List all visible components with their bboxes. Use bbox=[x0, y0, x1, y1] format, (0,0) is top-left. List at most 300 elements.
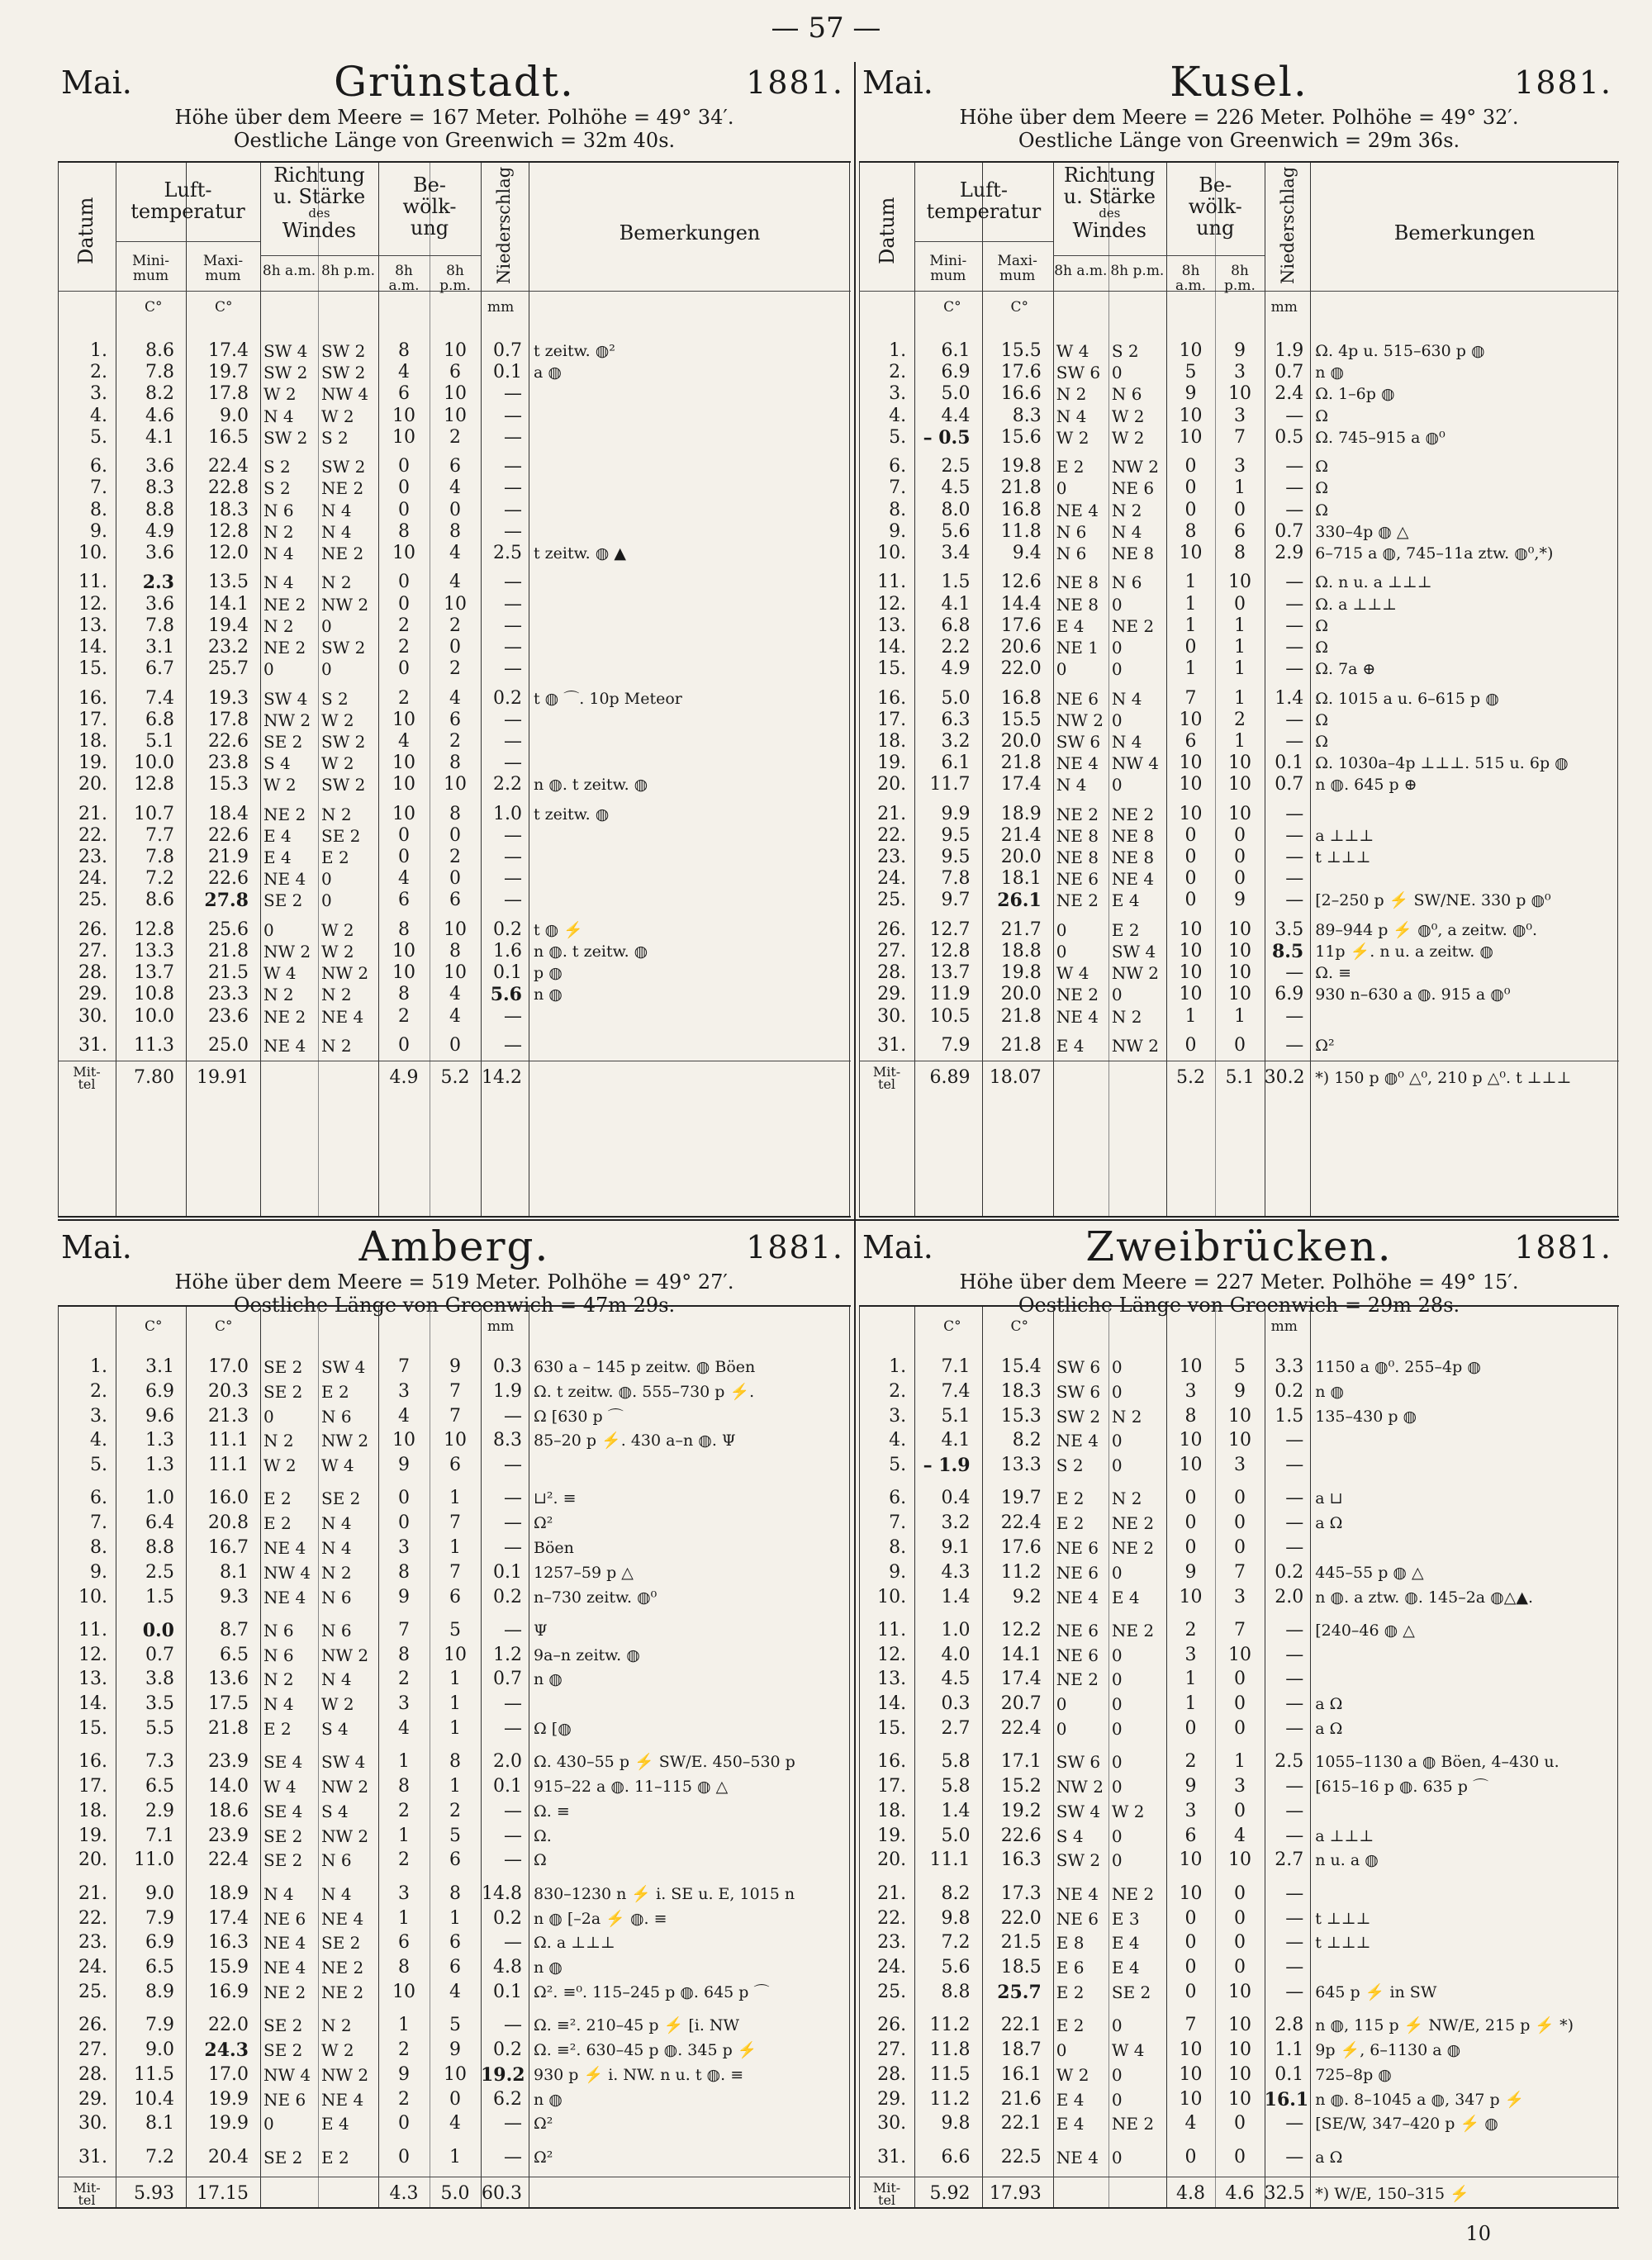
cloud-am-cell: 1 bbox=[1184, 615, 1197, 636]
wind-am-cell: 0 bbox=[263, 1406, 274, 1427]
day-cell: 17. bbox=[877, 1776, 907, 1797]
wind-pm-cell: NE 2 bbox=[1111, 2114, 1155, 2134]
cloud-pm-cell: 8 bbox=[1233, 542, 1246, 563]
day-cell: 20. bbox=[78, 774, 107, 795]
min-cell: – 1.9 bbox=[923, 1455, 971, 1477]
day-cell: 24. bbox=[78, 868, 107, 890]
cloud-am-cell: 10 bbox=[1179, 753, 1203, 774]
col-wind: Richtung u. Stärke des Windes bbox=[1063, 164, 1156, 242]
precip-cell: — bbox=[1285, 1932, 1304, 1954]
day-cell: 28. bbox=[78, 2063, 107, 2085]
wind-am-cell: N 2 bbox=[263, 615, 294, 636]
min-cell: 6.4 bbox=[145, 1512, 174, 1534]
wind-am-cell: N 6 bbox=[1056, 543, 1087, 563]
max-cell: 16.7 bbox=[208, 1537, 249, 1559]
mittel-row bbox=[859, 2179, 1619, 2208]
max-cell: 22.4 bbox=[208, 1849, 249, 1871]
precip-cell: 2.5 bbox=[493, 542, 522, 563]
cloud-pm-cell: 10 bbox=[444, 919, 467, 940]
max-cell: 17.5 bbox=[208, 1693, 249, 1715]
altitude-line: Höhe über dem Meere = 519 Meter. Polhöhe = 49° 27′. bbox=[174, 1270, 734, 1294]
day-cell: 12. bbox=[78, 593, 107, 615]
min-cell: 10.4 bbox=[134, 2088, 174, 2110]
remark-cell: Ω² bbox=[534, 2148, 553, 2167]
max-cell: 16.5 bbox=[208, 426, 249, 448]
table-row bbox=[859, 688, 1619, 710]
wind-pm-cell: 0 bbox=[1111, 1777, 1123, 1797]
wind-pm-cell: SE 2 bbox=[1111, 1982, 1151, 2002]
table-row bbox=[58, 543, 851, 564]
day-cell: 22. bbox=[877, 1907, 907, 1929]
wind-am-cell: S 2 bbox=[1056, 1455, 1084, 1476]
cloud-am-cell: 3 bbox=[398, 1693, 410, 1715]
max-cell: 20.0 bbox=[1000, 847, 1042, 868]
wind-am-cell: W 2 bbox=[1056, 427, 1089, 448]
table-row bbox=[859, 1776, 1619, 1797]
min-cell: 3.6 bbox=[145, 456, 174, 477]
min-cell: 6.5 bbox=[145, 1957, 174, 1978]
min-cell: 4.4 bbox=[941, 405, 971, 426]
cloud-pm-cell: 7 bbox=[449, 1512, 461, 1534]
day-cell: 9. bbox=[90, 520, 107, 542]
mittel-cloud-am: 4.3 bbox=[389, 2182, 419, 2204]
max-cell: 22.5 bbox=[1000, 2146, 1042, 2167]
month-label: Mai. bbox=[61, 1229, 132, 1265]
wind-am-cell: SE 2 bbox=[263, 1357, 303, 1377]
precip-cell: 0.1 bbox=[493, 1981, 522, 2002]
day-cell: 9. bbox=[889, 520, 907, 542]
cloud-pm-cell: 0 bbox=[449, 636, 461, 658]
year-label: 1881. bbox=[1514, 64, 1612, 101]
day-cell: 19. bbox=[877, 1825, 907, 1846]
remark-cell: 1150 a ◍⁰. 255–4p ◍ bbox=[1315, 1358, 1481, 1376]
remark-cell: Ω [◍ bbox=[534, 1720, 572, 1739]
remark-cell: Ω. 1015 a u. 6–615 p ◍ bbox=[1315, 689, 1499, 708]
wind-pm-cell: NE 8 bbox=[1111, 825, 1155, 846]
cloud-am-cell: 8 bbox=[398, 520, 410, 542]
min-cell: 7.8 bbox=[145, 362, 174, 383]
wind-pm-cell: N 6 bbox=[321, 1850, 352, 1871]
mittel-row bbox=[859, 1064, 1619, 1093]
remark-cell: a Ω bbox=[1315, 1695, 1343, 1714]
min-cell: 2.7 bbox=[941, 1718, 971, 1740]
max-cell: 21.9 bbox=[208, 847, 249, 868]
col-b1-time: 8h a.m. bbox=[388, 263, 420, 294]
cloud-pm-cell: 7 bbox=[449, 1405, 461, 1427]
cloud-pm-cell: 4 bbox=[449, 1981, 461, 2002]
wind-am-cell: SW 2 bbox=[1056, 1406, 1101, 1427]
table-row bbox=[859, 941, 1619, 962]
day-cell: 6. bbox=[889, 456, 907, 477]
wind-pm-cell: W 4 bbox=[1111, 2039, 1145, 2060]
wind-pm-cell: SW 2 bbox=[321, 457, 366, 477]
day-cell: 2. bbox=[889, 1380, 907, 1402]
min-cell: 0.7 bbox=[145, 1644, 174, 1665]
max-cell: 15.3 bbox=[1000, 1405, 1042, 1427]
mittel-cloud-am: 4.8 bbox=[1176, 2182, 1206, 2204]
table-row bbox=[58, 427, 851, 449]
max-cell: 23.9 bbox=[208, 1751, 249, 1773]
station-1 bbox=[859, 58, 1619, 1214]
cloud-pm-cell: 8 bbox=[449, 803, 461, 824]
table-row bbox=[58, 1381, 851, 1403]
cloud-am-cell: 8 bbox=[1184, 1405, 1197, 1427]
wind-am-cell: NE 2 bbox=[263, 637, 306, 658]
precip-cell: 0.1 bbox=[1275, 753, 1304, 774]
day-cell: 17. bbox=[877, 709, 907, 730]
cloud-pm-cell: 10 bbox=[1227, 774, 1251, 795]
min-cell: 3.2 bbox=[941, 1512, 971, 1534]
wind-pm-cell: S 2 bbox=[321, 688, 349, 709]
min-cell: 8.2 bbox=[941, 1883, 971, 1904]
min-cell: 9.8 bbox=[941, 1907, 971, 1929]
cloud-pm-cell: 6 bbox=[449, 1455, 461, 1476]
cloud-pm-cell: 7 bbox=[449, 1380, 461, 1402]
precip-cell: 2.8 bbox=[1275, 2015, 1304, 2036]
precip-cell: — bbox=[1285, 405, 1304, 426]
cloud-pm-cell: 6 bbox=[449, 1932, 461, 1954]
wind-pm-cell: NW 2 bbox=[321, 1431, 369, 1451]
precip-cell: — bbox=[1285, 1644, 1304, 1665]
cloud-pm-cell: 0 bbox=[1233, 824, 1246, 846]
max-cell: 19.7 bbox=[1000, 1488, 1042, 1509]
remark-cell: 9a–n zeitw. ◍ bbox=[534, 1645, 640, 1664]
wind-pm-cell: W 2 bbox=[1111, 406, 1145, 426]
longitude-line: Oestliche Länge von Greenwich = 47m 29s. bbox=[233, 1294, 676, 1317]
table-row bbox=[859, 1006, 1619, 1028]
table-row bbox=[58, 2089, 851, 2110]
cloud-pm-cell: 0 bbox=[1233, 593, 1246, 615]
cloud-am-cell: 2 bbox=[398, 1005, 410, 1027]
remark-cell: 930 n–630 a ◍. 915 a ◍⁰ bbox=[1315, 985, 1511, 1004]
cloud-pm-cell: 1 bbox=[449, 1776, 461, 1797]
wind-pm-cell: E 2 bbox=[321, 848, 349, 868]
precip-cell: — bbox=[504, 753, 522, 774]
max-cell: 22.6 bbox=[208, 868, 249, 890]
remark-cell: t ⊥⊥⊥ bbox=[1315, 1909, 1371, 1928]
table-row bbox=[58, 1006, 851, 1028]
table-row bbox=[859, 1537, 1619, 1559]
mittel-min: 6.89 bbox=[929, 1067, 971, 1089]
cloud-am-cell: 0 bbox=[398, 824, 410, 846]
col-b1-time: 8h a.m. bbox=[1175, 263, 1207, 294]
day-cell: 15. bbox=[877, 1718, 907, 1740]
precip-cell: 1.9 bbox=[493, 1380, 522, 1402]
max-cell: 19.9 bbox=[208, 2113, 249, 2134]
mittel-precip: 14.2 bbox=[482, 1067, 522, 1089]
cloud-am-cell: 0 bbox=[1184, 1488, 1197, 1509]
cloud-pm-cell: 8 bbox=[449, 1883, 461, 1904]
max-cell: 22.8 bbox=[208, 477, 249, 499]
altitude-line: Höhe über dem Meere = 227 Meter. Polhöhe = 49° 15′. bbox=[959, 1270, 1519, 1294]
day-cell: 8. bbox=[889, 1537, 907, 1559]
day-cell: 5. bbox=[90, 426, 107, 448]
remark-cell: 645 p ⚡ in SW bbox=[1315, 1982, 1437, 2001]
wind-am-cell: NW 2 bbox=[1056, 1777, 1104, 1797]
cloud-am-cell: 0 bbox=[1184, 1981, 1197, 2002]
table-row bbox=[859, 2039, 1619, 2061]
remark-cell: Ω bbox=[1315, 710, 1329, 729]
table-row bbox=[859, 1356, 1619, 1378]
precip-cell: — bbox=[504, 709, 522, 730]
cloud-am-cell: 1 bbox=[1184, 593, 1197, 615]
min-cell: 4.1 bbox=[941, 1430, 971, 1451]
table-row bbox=[58, 1512, 851, 1534]
day-cell: 5. bbox=[90, 1455, 107, 1476]
day-cell: 3. bbox=[90, 1405, 107, 1427]
cloud-pm-cell: 3 bbox=[1233, 405, 1246, 426]
table-row bbox=[859, 521, 1619, 543]
min-cell: 12.8 bbox=[134, 774, 174, 795]
remark-cell: a Ω bbox=[1315, 1720, 1343, 1739]
cloud-am-cell: 10 bbox=[1179, 1586, 1203, 1607]
min-cell: 11.0 bbox=[134, 1849, 174, 1871]
remark-cell: 915–22 a ◍. 11–115 ◍ △ bbox=[534, 1778, 729, 1797]
day-cell: 2. bbox=[90, 362, 107, 383]
unit-c-max: C° bbox=[1010, 1318, 1029, 1335]
mittel-label: Mit- tel bbox=[872, 1064, 901, 1093]
remark-cell: Ω. 1–6p ◍ bbox=[1315, 385, 1395, 404]
min-cell: 4.6 bbox=[145, 405, 174, 426]
wind-pm-cell: NW 2 bbox=[321, 963, 369, 984]
wind-pm-cell: N 4 bbox=[321, 1669, 352, 1690]
day-cell: 4. bbox=[889, 1430, 907, 1451]
cloud-pm-cell: 5 bbox=[449, 2015, 461, 2036]
wind-pm-cell: NW 2 bbox=[321, 1645, 369, 1665]
min-cell: 7.2 bbox=[941, 1932, 971, 1954]
day-cell: 28. bbox=[78, 962, 107, 984]
day-cell: 21. bbox=[877, 803, 907, 824]
wind-am-cell: SE 2 bbox=[263, 2015, 303, 2036]
table-row bbox=[58, 406, 851, 427]
cloud-pm-cell: 7 bbox=[449, 1561, 461, 1583]
table-row bbox=[859, 427, 1619, 449]
min-cell: 4.1 bbox=[145, 426, 174, 448]
table-row bbox=[859, 1693, 1619, 1715]
table-row bbox=[859, 984, 1619, 1005]
cloud-am-cell: 7 bbox=[1184, 2015, 1197, 2036]
wind-pm-cell: SW 2 bbox=[321, 637, 366, 658]
year-label: 1881. bbox=[746, 1229, 844, 1265]
day-cell: 31. bbox=[877, 2146, 907, 2167]
min-cell: 11.5 bbox=[929, 2063, 971, 2085]
cloud-pm-cell: 0 bbox=[1233, 1512, 1246, 1534]
remark-cell: Ω² bbox=[534, 1514, 553, 1533]
max-cell: 21.8 bbox=[208, 941, 249, 962]
remark-cell: 1257–59 p △ bbox=[534, 1563, 634, 1582]
wind-pm-cell: NE 2 bbox=[321, 1982, 364, 2002]
remark-cell: Ω. 7a ⊕ bbox=[1315, 660, 1376, 679]
cloud-am-cell: 4 bbox=[398, 868, 410, 890]
cloud-pm-cell: 10 bbox=[1227, 962, 1251, 984]
max-cell: 16.0 bbox=[208, 1488, 249, 1509]
min-cell: 8.0 bbox=[941, 499, 971, 520]
cloud-am-cell: 4 bbox=[398, 1718, 410, 1740]
cloud-pm-cell: 1 bbox=[1233, 658, 1246, 680]
col-w1-time: 8h a.m. bbox=[1054, 263, 1108, 279]
wind-am-cell: W 4 bbox=[263, 1777, 297, 1797]
table-row bbox=[58, 456, 851, 477]
cloud-pm-cell: 4 bbox=[449, 2113, 461, 2134]
cloud-am-cell: 0 bbox=[1184, 456, 1197, 477]
max-cell: 20.7 bbox=[1000, 1693, 1042, 1715]
precip-cell: 0.2 bbox=[493, 919, 522, 940]
max-cell: 18.3 bbox=[1000, 1380, 1042, 1402]
page-number: — 57 — bbox=[771, 12, 881, 45]
col-luft: Luft- temperatur bbox=[131, 178, 245, 223]
station-0 bbox=[58, 58, 851, 1214]
wind-pm-cell: S 4 bbox=[321, 1801, 349, 1821]
table-row bbox=[859, 1883, 1619, 1905]
precip-cell: — bbox=[1285, 1512, 1304, 1534]
day-cell: 30. bbox=[78, 2113, 107, 2134]
cloud-am-cell: 3 bbox=[398, 1537, 410, 1559]
min-cell: 3.1 bbox=[145, 1356, 174, 1377]
min-cell: 9.0 bbox=[145, 1883, 174, 1904]
cloud-pm-cell: 2 bbox=[449, 847, 461, 868]
remark-cell: 9p ⚡, 6–1130 a ◍ bbox=[1315, 2040, 1461, 2059]
cloud-am-cell: 0 bbox=[398, 2146, 410, 2167]
precip-cell: 1.9 bbox=[1275, 340, 1304, 361]
min-cell: 9.9 bbox=[941, 803, 971, 824]
wind-pm-cell: NW 2 bbox=[321, 1777, 369, 1797]
min-cell: 9.0 bbox=[145, 2039, 174, 2060]
wind-am-cell: NE 4 bbox=[1056, 1006, 1099, 1027]
max-cell: 23.8 bbox=[208, 753, 249, 774]
col-niederschlag: Niederschlag bbox=[494, 166, 514, 284]
wind-am-cell: N 6 bbox=[263, 500, 294, 520]
wind-am-cell: N 4 bbox=[263, 572, 294, 593]
cloud-pm-cell: 2 bbox=[449, 426, 461, 448]
col-datum: Datum bbox=[876, 197, 899, 265]
wind-pm-cell: NW 4 bbox=[1111, 753, 1160, 774]
min-cell: 8.8 bbox=[941, 1981, 971, 2002]
precip-cell: — bbox=[504, 615, 522, 636]
min-cell: 8.3 bbox=[145, 477, 174, 499]
cloud-pm-cell: 1 bbox=[1233, 636, 1246, 658]
cloud-am-cell: 4 bbox=[398, 1405, 410, 1427]
day-cell: 16. bbox=[78, 687, 107, 709]
day-cell: 25. bbox=[877, 890, 907, 911]
table-row bbox=[859, 825, 1619, 847]
wind-pm-cell: NE 4 bbox=[321, 1908, 364, 1929]
col-bemerkungen: Bemerkungen bbox=[619, 221, 761, 245]
remark-cell: Ψ bbox=[534, 1621, 548, 1640]
remark-cell: n u. a ◍ bbox=[1315, 1851, 1379, 1870]
wind-am-cell: NE 6 bbox=[1056, 688, 1099, 709]
max-cell: 18.8 bbox=[1000, 941, 1042, 962]
table-row bbox=[58, 572, 851, 593]
cloud-am-cell: 6 bbox=[1184, 1825, 1197, 1846]
table-row bbox=[859, 1562, 1619, 1583]
max-cell: 17.1 bbox=[1000, 1751, 1042, 1773]
wind-am-cell: SE 2 bbox=[263, 890, 303, 911]
day-cell: 6. bbox=[889, 1488, 907, 1509]
wind-am-cell: SW 2 bbox=[263, 363, 308, 383]
min-cell: 10.8 bbox=[134, 984, 174, 1005]
precip-cell: — bbox=[1285, 1005, 1304, 1027]
col-max: Maxi- mum bbox=[202, 253, 244, 284]
day-cell: 2. bbox=[889, 362, 907, 383]
wind-am-cell: NE 2 bbox=[1056, 1669, 1099, 1690]
cloud-pm-cell: 2 bbox=[449, 658, 461, 680]
cloud-am-cell: 0 bbox=[1184, 1718, 1197, 1740]
day-cell: 7. bbox=[90, 477, 107, 499]
remark-cell: n ◍, 115 p ⚡ NW/E, 215 p ⚡ *) bbox=[1315, 2016, 1574, 2035]
wind-pm-cell: N 2 bbox=[1111, 1006, 1142, 1027]
col-min: Mini- mum bbox=[132, 253, 169, 284]
wind-am-cell: NE 6 bbox=[1056, 1645, 1099, 1665]
remark-cell: 930 p ⚡ i. NW. n u. t ◍. ≡ bbox=[534, 2065, 744, 2084]
cloud-pm-cell: 10 bbox=[1227, 1849, 1251, 1871]
mittel-min: 5.93 bbox=[134, 2182, 174, 2204]
day-cell: 20. bbox=[877, 774, 907, 795]
min-cell: 1.3 bbox=[145, 1455, 174, 1476]
wind-pm-cell: E 3 bbox=[1111, 1908, 1140, 1929]
day-cell: 26. bbox=[78, 919, 107, 940]
table-row bbox=[58, 868, 851, 890]
min-cell: 5.1 bbox=[941, 1405, 971, 1427]
max-cell: 15.9 bbox=[208, 1957, 249, 1978]
wind-pm-cell: E 4 bbox=[1111, 1958, 1140, 1978]
wind-am-cell: SE 4 bbox=[263, 1752, 303, 1773]
min-cell: 11.8 bbox=[929, 2039, 971, 2060]
remark-cell: Böen bbox=[534, 1539, 574, 1558]
max-cell: 20.4 bbox=[208, 2146, 249, 2167]
mittel-cloud-pm: 5.1 bbox=[1225, 1067, 1255, 1089]
cloud-pm-cell: 8 bbox=[449, 753, 461, 774]
precip-cell: — bbox=[504, 1693, 522, 1715]
max-cell: 8.3 bbox=[1012, 405, 1042, 426]
cloud-pm-cell: 0 bbox=[1233, 1800, 1246, 1821]
cloud-pm-cell: 10 bbox=[1227, 984, 1251, 1005]
max-cell: 19.8 bbox=[1000, 456, 1042, 477]
min-cell: 1.4 bbox=[941, 1800, 971, 1821]
min-cell: 11.5 bbox=[134, 2063, 174, 2085]
precip-cell: 0.2 bbox=[493, 687, 522, 709]
precip-cell: — bbox=[1285, 456, 1304, 477]
mittel-cloud-am: 4.9 bbox=[389, 1067, 419, 1089]
max-cell: 17.6 bbox=[1000, 362, 1042, 383]
wind-pm-cell: 0 bbox=[1111, 1826, 1123, 1846]
year-label: 1881. bbox=[1514, 1229, 1612, 1265]
wind-am-cell: NW 2 bbox=[263, 710, 311, 730]
max-cell: 20.8 bbox=[208, 1512, 249, 1534]
wind-pm-cell: N 4 bbox=[321, 1883, 352, 1904]
cloud-pm-cell: 10 bbox=[444, 405, 467, 426]
table-row bbox=[58, 383, 851, 405]
wind-am-cell: W 2 bbox=[1056, 2064, 1089, 2085]
wind-am-cell: W 4 bbox=[1056, 963, 1089, 984]
cloud-pm-cell: 5 bbox=[449, 1825, 461, 1846]
cloud-am-cell: 10 bbox=[392, 1981, 415, 2002]
mittel-precip: 60.3 bbox=[482, 2182, 522, 2204]
min-cell: 8.6 bbox=[145, 890, 174, 911]
precip-cell: — bbox=[504, 499, 522, 520]
table-row bbox=[58, 1908, 851, 1930]
precip-cell: 14.8 bbox=[482, 1883, 522, 1904]
max-cell: 15.2 bbox=[1000, 1776, 1042, 1797]
max-cell: 21.5 bbox=[1000, 1932, 1042, 1954]
cloud-am-cell: 10 bbox=[392, 753, 415, 774]
table-row bbox=[859, 500, 1619, 521]
wind-am-cell: N 2 bbox=[263, 521, 294, 542]
min-cell: 1.5 bbox=[941, 572, 971, 593]
precip-cell: — bbox=[1285, 962, 1304, 984]
wind-am-cell: N 6 bbox=[1056, 521, 1087, 542]
cloud-pm-cell: 0 bbox=[1233, 1035, 1246, 1056]
wind-pm-cell: 0 bbox=[1111, 1669, 1123, 1690]
